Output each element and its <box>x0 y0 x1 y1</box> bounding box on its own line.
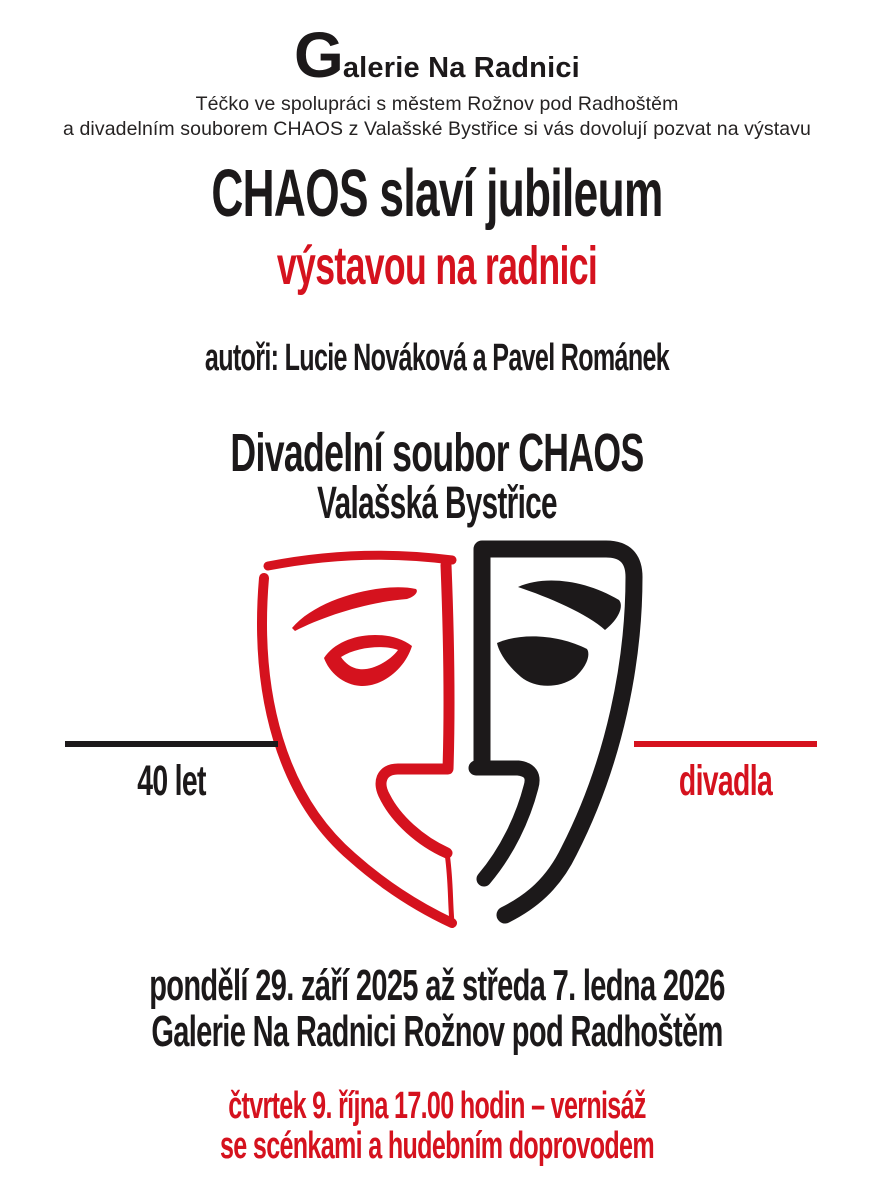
comedy-mask-red-icon <box>262 555 452 923</box>
invitation-intro-line1: Téčko ve spolupráci s městem Rožnov pod Radhoštěm <box>195 93 679 115</box>
theater-masks-graphic <box>0 535 874 965</box>
gallery-logo-text: alerie Na Radnici <box>342 52 580 84</box>
exhibition-dates: pondělí 29. září 2025 až středa 7. ledna 2026 <box>149 961 725 1010</box>
ensemble-place: Valašská Bystřice <box>317 477 557 528</box>
tragedy-mask-black-icon <box>476 549 634 915</box>
ensemble-name: Divadelní soubor CHAOS <box>230 423 644 483</box>
anniversary-years-label: 40 let <box>137 757 206 805</box>
right-rule <box>634 741 817 747</box>
gallery-logo-initial: G <box>294 19 343 91</box>
masks-section <box>0 535 874 965</box>
anniversary-word-label: divadla <box>678 757 773 805</box>
vernissage-datetime: čtvrtek 9. října 17.00 hodin – vernisáž <box>228 1085 646 1127</box>
poster-title: CHAOS slaví jubileum <box>211 156 663 231</box>
exhibition-venue: Galerie Na Radnici Rožnov pod Radhoštěm <box>151 1007 723 1056</box>
invitation-intro-line2: a divadelním souborem CHAOS z Valašské Bystřice si vás dovolují pozvat na výstavu <box>63 118 811 140</box>
left-rule <box>65 741 278 747</box>
vernissage-program: se scénkami a hudebním doprovodem <box>220 1125 654 1167</box>
invitation-intro <box>0 92 874 142</box>
poster-subtitle: výstavou na radnici <box>276 236 598 296</box>
authors-line: autoři: Lucie Nováková a Pavel Románek <box>204 337 670 379</box>
gallery-logo <box>0 18 874 92</box>
